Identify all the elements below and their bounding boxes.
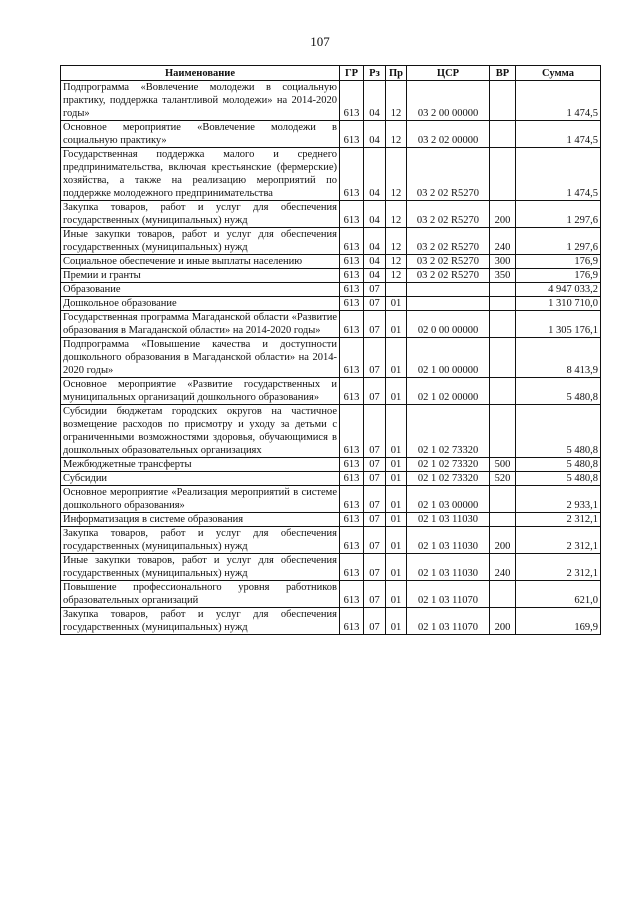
cell-sum: 1 474,5: [516, 148, 601, 201]
header-row: [61, 66, 601, 81]
cell-csr: 02 1 03 11030: [407, 513, 490, 527]
cell-vr: 300: [490, 255, 516, 269]
table-row: [61, 297, 601, 311]
cell-sum: 2 933,1: [516, 486, 601, 513]
cell-vr: [490, 338, 516, 378]
cell-pr: 01: [386, 486, 407, 513]
table-body: [61, 81, 601, 635]
cell-vr: [490, 297, 516, 311]
header-csr: ЦСР: [407, 66, 490, 81]
cell-vr: 350: [490, 269, 516, 283]
cell-gr: 613: [340, 283, 364, 297]
cell-name: Иные закупки товаров, работ и услуг для обеспечения государственных (муниципальных) нужд: [61, 554, 340, 581]
cell-sum: 8 413,9: [516, 338, 601, 378]
table-row: [61, 554, 601, 581]
table-row: [61, 121, 601, 148]
cell-csr: 02 1 03 11070: [407, 608, 490, 635]
cell-csr: 03 2 02 R5270: [407, 269, 490, 283]
cell-gr: 613: [340, 338, 364, 378]
cell-sum: 5 480,8: [516, 458, 601, 472]
cell-pr: 01: [386, 608, 407, 635]
cell-csr: 03 2 02 R5270: [407, 228, 490, 255]
cell-rz: 04: [364, 269, 386, 283]
table-row: [61, 608, 601, 635]
cell-pr: 12: [386, 81, 407, 121]
cell-gr: 613: [340, 513, 364, 527]
cell-gr: 613: [340, 121, 364, 148]
cell-rz: 07: [364, 472, 386, 486]
cell-rz: 07: [364, 581, 386, 608]
table-row: [61, 311, 601, 338]
cell-csr: 02 1 02 73320: [407, 405, 490, 458]
cell-csr: 02 1 03 11030: [407, 527, 490, 554]
cell-name: Подпрограмма «Вовлечение молодежи в социальную практику, поддержка талантливой молодежи» на 2014-2020 годы»: [61, 81, 340, 121]
cell-vr: [490, 378, 516, 405]
cell-name: Образование: [61, 283, 340, 297]
cell-pr: 01: [386, 458, 407, 472]
cell-name: Субсидии бюджетам городских округов на частичное возмещение расходов по присмотру и уходу за детьми с ограниченными возможностями здоровья, обучающимися в дошкольных образовательных организациях: [61, 405, 340, 458]
cell-name: Социальное обеспечение и иные выплаты населению: [61, 255, 340, 269]
header-pr: Пр: [386, 66, 407, 81]
cell-csr: 02 1 03 11070: [407, 581, 490, 608]
table-row: [61, 486, 601, 513]
cell-csr: 03 2 00 00000: [407, 81, 490, 121]
cell-csr: 03 2 02 00000: [407, 121, 490, 148]
cell-pr: 12: [386, 148, 407, 201]
table-row: [61, 201, 601, 228]
cell-gr: 613: [340, 201, 364, 228]
cell-sum: 169,9: [516, 608, 601, 635]
cell-sum: 2 312,1: [516, 527, 601, 554]
cell-name: Закупка товаров, работ и услуг для обеспечения государственных (муниципальных) нужд: [61, 527, 340, 554]
cell-csr: 02 1 02 00000: [407, 378, 490, 405]
cell-csr: 02 1 02 73320: [407, 472, 490, 486]
cell-vr: 200: [490, 201, 516, 228]
cell-pr: 12: [386, 269, 407, 283]
cell-pr: 01: [386, 297, 407, 311]
cell-sum: 5 480,8: [516, 405, 601, 458]
cell-pr: 01: [386, 338, 407, 378]
cell-gr: 613: [340, 581, 364, 608]
table-row: [61, 255, 601, 269]
cell-rz: 07: [364, 283, 386, 297]
cell-pr: 12: [386, 121, 407, 148]
header-vr: ВР: [490, 66, 516, 81]
cell-vr: [490, 513, 516, 527]
cell-gr: 613: [340, 405, 364, 458]
cell-pr: 12: [386, 228, 407, 255]
cell-rz: 04: [364, 81, 386, 121]
cell-rz: 04: [364, 201, 386, 228]
cell-name: Закупка товаров, работ и услуг для обеспечения государственных (муниципальных) нужд: [61, 201, 340, 228]
table-row: [61, 228, 601, 255]
cell-vr: [490, 121, 516, 148]
cell-rz: 07: [364, 608, 386, 635]
header-gr: ГР: [340, 66, 364, 81]
cell-name: Основное мероприятие «Реализация мероприятий в системе дошкольного образования»: [61, 486, 340, 513]
cell-rz: 07: [364, 458, 386, 472]
cell-csr: [407, 297, 490, 311]
cell-sum: 1 297,6: [516, 228, 601, 255]
header-rz: Рз: [364, 66, 386, 81]
cell-gr: 613: [340, 255, 364, 269]
cell-pr: 01: [386, 527, 407, 554]
cell-gr: 613: [340, 311, 364, 338]
cell-name: Подпрограмма «Повышение качества и доступности дошкольного образования в Магаданской области» на 2014-2020 годы»: [61, 338, 340, 378]
table-row: [61, 472, 601, 486]
cell-vr: 240: [490, 228, 516, 255]
cell-name: Дошкольное образование: [61, 297, 340, 311]
cell-pr: 01: [386, 405, 407, 458]
cell-sum: 1 310 710,0: [516, 297, 601, 311]
cell-sum: 2 312,1: [516, 554, 601, 581]
table-row: [61, 527, 601, 554]
cell-name: Иные закупки товаров, работ и услуг для обеспечения государственных (муниципальных) нужд: [61, 228, 340, 255]
table-row: [61, 581, 601, 608]
cell-gr: 613: [340, 527, 364, 554]
cell-rz: 07: [364, 527, 386, 554]
cell-rz: 07: [364, 486, 386, 513]
cell-vr: [490, 81, 516, 121]
cell-csr: 02 1 03 00000: [407, 486, 490, 513]
cell-csr: 02 0 00 00000: [407, 311, 490, 338]
cell-rz: 07: [364, 311, 386, 338]
cell-sum: 5 480,8: [516, 472, 601, 486]
table-header: [61, 66, 601, 81]
cell-pr: 01: [386, 472, 407, 486]
cell-csr: 02 1 00 00000: [407, 338, 490, 378]
cell-pr: 01: [386, 554, 407, 581]
cell-name: Премии и гранты: [61, 269, 340, 283]
cell-csr: 03 2 02 R5270: [407, 201, 490, 228]
header-name: Наименование: [61, 66, 340, 81]
cell-rz: 07: [364, 338, 386, 378]
cell-sum: 4 947 033,2: [516, 283, 601, 297]
cell-name: Межбюджетные трансферты: [61, 458, 340, 472]
cell-csr: 02 1 02 73320: [407, 458, 490, 472]
cell-sum: 1 305 176,1: [516, 311, 601, 338]
cell-pr: 12: [386, 201, 407, 228]
cell-pr: 01: [386, 513, 407, 527]
cell-csr: 02 1 03 11030: [407, 554, 490, 581]
page-number: 107: [310, 34, 330, 49]
cell-csr: [407, 283, 490, 297]
cell-name: Основное мероприятие «Развитие государственных и муниципальных организаций дошкольного образования»: [61, 378, 340, 405]
cell-name: Закупка товаров, работ и услуг для обеспечения государственных (муниципальных) нужд: [61, 608, 340, 635]
cell-sum: 1 474,5: [516, 81, 601, 121]
budget-table: [60, 65, 601, 635]
cell-pr: 12: [386, 255, 407, 269]
cell-vr: [490, 311, 516, 338]
cell-pr: 01: [386, 581, 407, 608]
cell-vr: 520: [490, 472, 516, 486]
cell-rz: 04: [364, 148, 386, 201]
cell-vr: [490, 486, 516, 513]
header-sum: Сумма: [516, 66, 601, 81]
cell-gr: 613: [340, 486, 364, 513]
cell-rz: 07: [364, 513, 386, 527]
cell-vr: 240: [490, 554, 516, 581]
table-row: [61, 338, 601, 378]
cell-pr: 01: [386, 378, 407, 405]
cell-rz: 07: [364, 405, 386, 458]
cell-vr: [490, 405, 516, 458]
cell-rz: 07: [364, 378, 386, 405]
table-row: [61, 81, 601, 121]
cell-name: Государственная программа Магаданской области «Развитие образования в Магаданской области» на 2014-2020 годы»: [61, 311, 340, 338]
cell-rz: 04: [364, 121, 386, 148]
cell-pr: 01: [386, 311, 407, 338]
cell-vr: [490, 581, 516, 608]
cell-rz: 04: [364, 228, 386, 255]
cell-gr: 613: [340, 458, 364, 472]
cell-sum: 176,9: [516, 269, 601, 283]
cell-rz: 04: [364, 255, 386, 269]
cell-sum: 176,9: [516, 255, 601, 269]
cell-name: Основное мероприятие «Вовлечение молодежи в социальную практику»: [61, 121, 340, 148]
cell-vr: 200: [490, 527, 516, 554]
table-row: [61, 269, 601, 283]
table-row: [61, 458, 601, 472]
cell-vr: 500: [490, 458, 516, 472]
cell-gr: 613: [340, 228, 364, 255]
cell-name: Повышение профессионального уровня работников образовательных организаций: [61, 581, 340, 608]
table-row: [61, 283, 601, 297]
cell-sum: 2 312,1: [516, 513, 601, 527]
table-row: [61, 148, 601, 201]
table-row: [61, 513, 601, 527]
cell-vr: 200: [490, 608, 516, 635]
cell-gr: 613: [340, 554, 364, 581]
cell-pr: [386, 283, 407, 297]
cell-vr: [490, 148, 516, 201]
cell-gr: 613: [340, 269, 364, 283]
cell-csr: 03 2 02 R5270: [407, 255, 490, 269]
cell-name: Информатизация в системе образования: [61, 513, 340, 527]
cell-gr: 613: [340, 81, 364, 121]
cell-sum: 5 480,8: [516, 378, 601, 405]
cell-sum: 1 474,5: [516, 121, 601, 148]
cell-gr: 613: [340, 297, 364, 311]
table-row: [61, 405, 601, 458]
table-row: [61, 378, 601, 405]
cell-gr: 613: [340, 148, 364, 201]
cell-vr: [490, 283, 516, 297]
cell-sum: 1 297,6: [516, 201, 601, 228]
cell-gr: 613: [340, 472, 364, 486]
cell-sum: 621,0: [516, 581, 601, 608]
cell-name: Субсидии: [61, 472, 340, 486]
cell-name: Государственная поддержка малого и среднего предпринимательства, включая крестьянские (фермерские) хозяйства, а также на реализацию мероприятий по поддержке молодежного предпринимательства: [61, 148, 340, 201]
cell-gr: 613: [340, 608, 364, 635]
cell-csr: 03 2 02 R5270: [407, 148, 490, 201]
cell-rz: 07: [364, 297, 386, 311]
cell-rz: 07: [364, 554, 386, 581]
cell-gr: 613: [340, 378, 364, 405]
